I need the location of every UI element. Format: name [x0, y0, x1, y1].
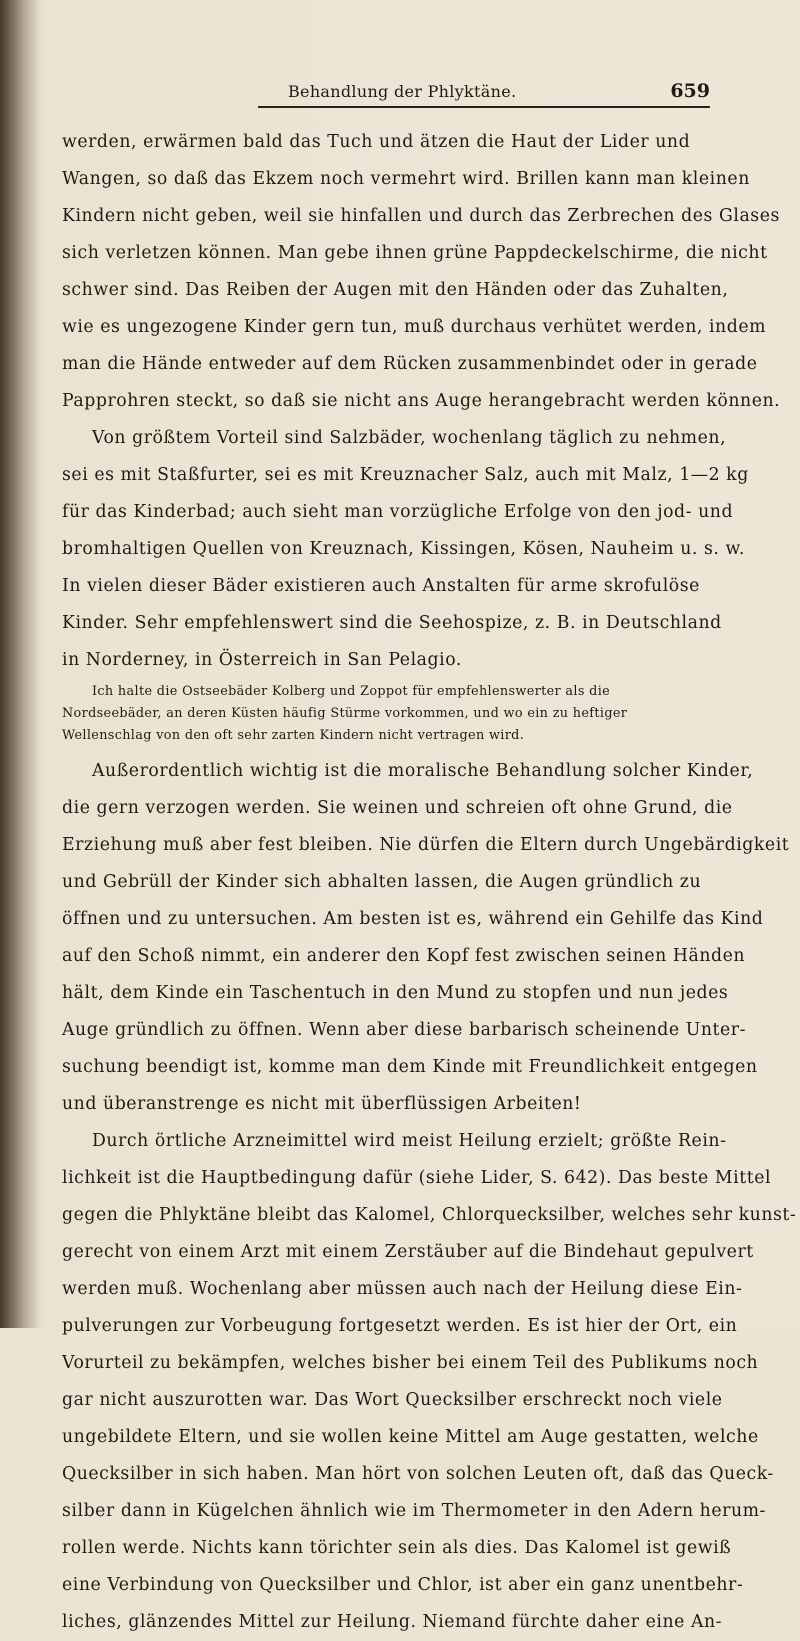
page-header	[258, 80, 710, 110]
text-line: In vielen dieser Bäder existieren auch Anstalten für arme skrofulöse	[62, 576, 700, 596]
note-line: Wellenschlag von den oft sehr zarten Kindern nicht vertragen wird.	[62, 728, 525, 743]
spine-shadow	[0, 0, 40, 1328]
text-line: silber dann in Kügelchen ähnlich wie im Thermometer in den Adern herum-	[62, 1501, 766, 1521]
text-line: öffnen und zu untersuchen. Am besten ist es, während ein Gehilfe das Kind	[62, 909, 764, 929]
text-line: lichkeit ist die Hauptbedingung dafür (siehe Lider, S. 642). Das beste Mittel	[62, 1168, 772, 1188]
text-line: eine Verbindung von Quecksilber und Chlor, ist aber ein ganz unentbehr-	[62, 1575, 744, 1595]
text-line: gegen die Phlyktäne bleibt das Kalomel, Chlorquecksilber, welches sehr kunst-	[62, 1205, 797, 1225]
text-line: schwer sind. Das Reiben der Augen mit den Händen oder das Zuhalten,	[62, 280, 729, 300]
text-line: Kindern nicht geben, weil sie hinfallen und durch das Zerbrechen des Glases	[62, 206, 780, 226]
text-line: Von größtem Vorteil sind Salzbäder, wochenlang täglich zu nehmen,	[92, 428, 727, 448]
text-line: pulverungen zur Vorbeugung fortgesetzt werden. Es ist hier der Ort, ein	[62, 1316, 738, 1336]
text-line: wie es ungezogene Kinder gern tun, muß durchaus verhütet werden, indem	[62, 317, 767, 337]
text-line: Kinder. Sehr empfehlenswert sind die Seehospize, z. B. in Deutschland	[62, 613, 722, 633]
text-line: man die Hände entweder auf dem Rücken zusammenbindet oder in gerade	[62, 354, 758, 374]
text-line: und Gebrüll der Kinder sich abhalten lassen, die Augen gründlich zu	[62, 872, 702, 892]
text-line: Auge gründlich zu öffnen. Wenn aber diese barbarisch scheinende Unter-	[62, 1020, 746, 1040]
page-number: 659	[670, 80, 710, 102]
text-line: rollen werde. Nichts kann törichter sein als dies. Das Kalomel ist gewiß	[62, 1538, 732, 1558]
text-line: liches, glänzendes Mittel zur Heilung. Niemand fürchte daher eine An-	[62, 1612, 723, 1632]
text-line: hält, dem Kinde ein Taschentuch in den Mund zu stopfen und nun jedes	[62, 983, 729, 1003]
text-line: Vorurteil zu bekämpfen, welches bisher bei einem Teil des Publikums noch	[62, 1353, 759, 1373]
text-line: für das Kinderbad; auch sieht man vorzügliche Erfolge von den jod- und	[62, 502, 734, 522]
text-line: Außerordentlich wichtig ist die moralische Behandlung solcher Kinder,	[92, 761, 754, 781]
text-line: gerecht von einem Arzt mit einem Zerstäuber auf die Bindehaut gepulvert	[62, 1242, 754, 1262]
text-line: in Norderney, in Österreich in San Pelagio.	[62, 650, 462, 670]
text-line: Durch örtliche Arzneimittel wird meist Heilung erzielt; größte Rein-	[92, 1131, 727, 1151]
small-print-note	[62, 681, 712, 747]
body-text	[62, 124, 797, 1641]
text-line: und überanstrenge es nicht mit überflüssigen Arbeiten!	[62, 1094, 582, 1114]
text-line: gar nicht auszurotten war. Das Wort Quecksilber erschreckt noch viele	[62, 1390, 723, 1410]
paragraph-2	[62, 420, 749, 679]
text-line: sei es mit Staßfurter, sei es mit Kreuznacher Salz, auch mit Malz, 1—2 kg	[62, 465, 749, 485]
text-line: Quecksilber in sich haben. Man hört von solchen Leuten oft, daß das Queck-	[62, 1464, 774, 1484]
text-line: werden muß. Wochenlang aber müssen auch nach der Heilung diese Ein-	[62, 1279, 743, 1299]
paragraph-3	[62, 753, 790, 1123]
text-line: sich verletzen können. Man gebe ihnen grüne Pappdeckelschirme, die nicht	[62, 243, 768, 263]
text-line: werden, erwärmen bald das Tuch und ätzen die Haut der Lider und	[62, 132, 691, 152]
text-line: die gern verzogen werden. Sie weinen und schreien oft ohne Grund, die	[62, 798, 733, 818]
running-title: Behandlung der Phlyktäne.	[288, 82, 517, 101]
header-rule	[258, 106, 710, 108]
text-line: suchung beendigt ist, komme man dem Kinde mit Freundlichkeit entgegen	[62, 1057, 758, 1077]
paragraph-4	[62, 1123, 797, 1641]
text-line: Wangen, so daß das Ekzem noch vermehrt wird. Brillen kann man kleinen	[62, 169, 750, 189]
text-line: Erziehung muß aber fest bleiben. Nie dürfen die Eltern durch Ungebärdigkeit	[62, 835, 790, 855]
text-line: Papprohren steckt, so daß sie nicht ans Auge herangebracht werden können.	[62, 391, 781, 411]
note-line: Ich halte die Ostseebäder Kolberg und Zoppot für empfehlenswerter als die	[92, 684, 611, 699]
text-line: bromhaltigen Quellen von Kreuznach, Kissingen, Kösen, Nauheim u. s. w.	[62, 539, 745, 559]
text-line: ungebildete Eltern, und sie wollen keine Mittel am Auge gestatten, welche	[62, 1427, 759, 1447]
text-line: auf den Schoß nimmt, ein anderer den Kopf fest zwischen seinen Händen	[62, 946, 746, 966]
paragraph-1	[62, 124, 781, 420]
note-line: Nordseebäder, an deren Küsten häufig Stürme vorkommen, und wo ein zu heftiger	[62, 706, 628, 721]
